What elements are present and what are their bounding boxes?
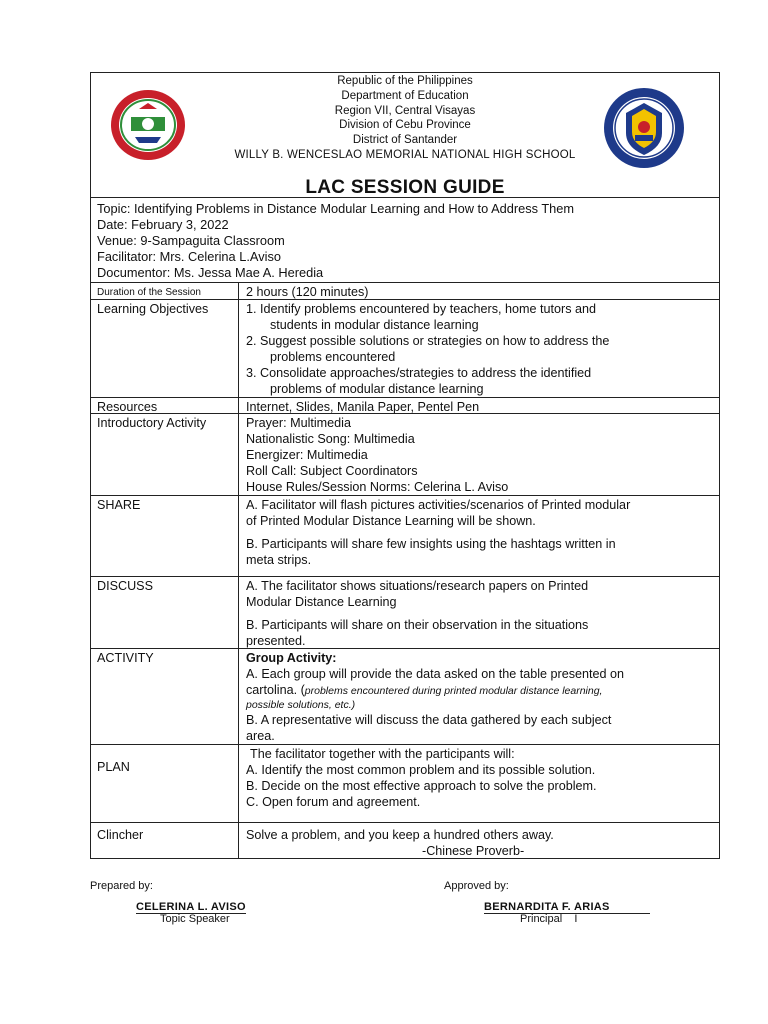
header-line: Department of Education [341,89,469,102]
row-discuss [91,577,719,649]
row-introductory [91,414,719,496]
deped-seal-icon [603,87,685,169]
row-value [240,577,719,648]
objective-line: problems encountered [270,350,396,364]
row-value [240,823,719,859]
intro-line: Roll Call: Subject Coordinators [246,464,418,478]
row-label: Clincher [91,823,239,859]
prepared-name: CELERINA L. AVISO [136,901,246,913]
document-header [91,73,719,198]
school-name: WILLY B. WENCESLAO MEMORIAL NATIONAL HIGH SCHOOL [234,148,576,161]
row-label: Duration of the Session [91,283,239,299]
approved-role: Principal I [520,913,578,925]
header-line: Region VII, Central Visayas [334,104,476,117]
documentor-text: Documentor: Ms. Jessa Mae A. Heredia [97,265,324,280]
clincher-source: -Chinese Proverb- [422,844,525,858]
row-label: PLAN [91,745,239,822]
session-guide-frame [90,72,720,859]
plan-line: B. Decide on the most effective approach to solve the problem. [246,779,597,793]
facilitator-text: Facilitator: Mrs. Celerina L.Aviso [97,249,281,264]
session-details [91,199,719,283]
discuss-line: Modular Distance Learning [246,595,397,609]
plan-line: A. Identify the most common problem and its possible solution. [246,763,596,777]
row-label: Introductory Activity [91,414,239,495]
header-line: Republic of the Philippines [337,75,473,87]
discuss-line: B. Participants will share on their observation in the situations [246,618,589,632]
discuss-line: presented. [246,634,306,648]
objective-line: 2. Suggest possible solutions or strategies on how to address the [246,334,610,348]
row-label: DISCUSS [91,577,239,648]
approved-name: BERNARDITA F. ARIAS [484,901,650,914]
row-plan [91,745,719,823]
plan-line: The facilitator together with the participants will: [250,747,515,761]
row-label: ACTIVITY [91,649,239,744]
row-share [91,496,719,577]
topic-text: Topic: Identifying Problems in Distance Modular Learning and How to Address Them [97,201,575,216]
row-duration [91,283,719,300]
activity-italic: problems encountered during printed modular distance learning, [304,685,603,697]
activity-heading: Group Activity: [246,651,337,665]
page-title: LAC SESSION GUIDE [305,177,505,198]
approved-label: Approved by: [444,880,509,892]
row-clincher [91,823,719,859]
row-resources [91,398,719,414]
row-value [240,414,719,495]
header-line: District of Santander [352,134,458,147]
share-line: A. Facilitator will flash pictures activities/scenarios of Printed modular [246,498,631,512]
share-line: B. Participants will share few insights using the hashtags written in [246,537,616,551]
objective-line: 1. Identify problems encountered by teachers, home tutors and [246,302,597,316]
row-activity [91,649,719,745]
row-value [240,745,719,822]
intro-line: Energizer: Multimedia [246,448,368,462]
venue-text: Venue: 9-Sampaguita Classroom [97,233,285,248]
prepared-role: Topic Speaker [160,913,230,925]
discuss-line: A. The facilitator shows situations/research papers on Printed [246,579,589,593]
row-label: SHARE [91,496,239,576]
activity-prefix: cartolina. ( [246,683,305,697]
share-line: meta strips. [246,553,312,567]
activity-line: A. Each group will provide the data asked on the table presented on [246,667,625,681]
activity-line: B. A representative will discuss the data gathered by each subject [246,713,612,727]
row-value: 2 hours (120 minutes) [246,285,369,299]
row-value [240,649,719,744]
clincher-quote: Solve a problem, and you keep a hundred others away. [246,828,554,842]
row-objectives [91,300,719,398]
intro-line: House Rules/Session Norms: Celerina L. Aviso [246,480,509,494]
row-value [240,496,719,576]
objective-line: 3. Consolidate approaches/strategies to address the identified [246,366,592,380]
plan-line: C. Open forum and agreement. [246,795,421,809]
objective-line: students in modular distance learning [270,318,479,332]
intro-line: Prayer: Multimedia [246,416,351,430]
activity-italic-line: possible solutions, etc.) [246,699,356,711]
row-label: Learning Objectives [91,300,239,397]
intro-line: Nationalistic Song: Multimedia [246,432,415,446]
share-line: of Printed Modular Distance Learning will be shown. [246,514,536,528]
activity-line [246,682,713,698]
row-value [240,300,719,397]
prepared-label: Prepared by: [90,880,153,892]
row-label: Resources [91,398,239,413]
activity-line: area. [246,729,275,743]
objective-line: problems of modular distance learning [270,382,484,396]
date-text: Date: February 3, 2022 [97,217,229,232]
header-line: Division of Cebu Province [339,119,471,132]
row-value: Internet, Slides, Manila Paper, Pentel Pen [246,400,480,414]
